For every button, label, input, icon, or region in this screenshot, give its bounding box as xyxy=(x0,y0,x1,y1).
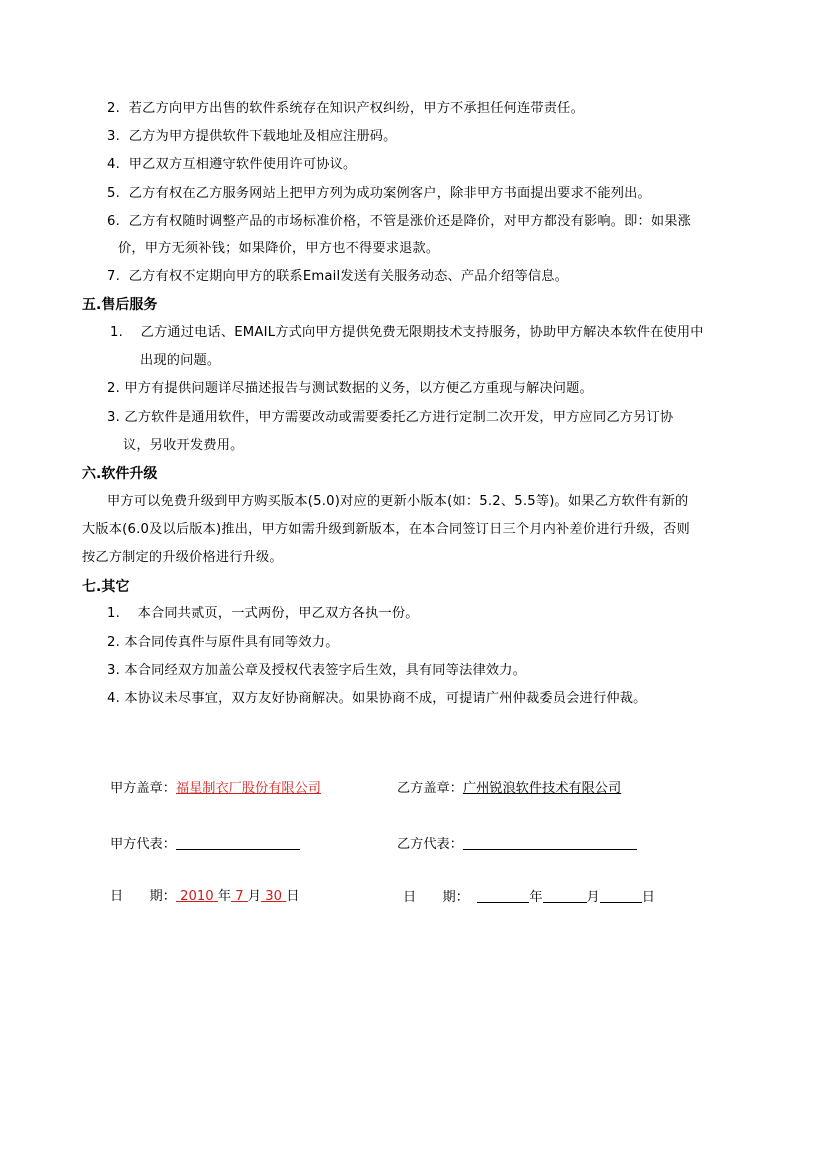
s5-item-1 xyxy=(110,324,704,342)
s4-item-6-num: 6. xyxy=(107,214,120,229)
party-b-rep-label: 乙方代表： xyxy=(397,837,463,852)
s4-item-6-text: 乙方有权随时调整产品的市场标准价格，不管是涨价还是降价，对甲方都没有影响。即：如果涨 xyxy=(128,214,692,229)
party-a-seal xyxy=(110,780,321,798)
date-year-value: 2010 xyxy=(180,889,214,904)
s4-item-6-cont: 价，甲方无须补钱；如果降价，甲方也不得要求退款。 xyxy=(118,241,440,256)
section6-heading: 六.软件升级 xyxy=(82,466,158,482)
s4-item-7 xyxy=(107,268,568,286)
s4-item-3-text: 乙方为甲方提供软件下载地址及相应注册码。 xyxy=(128,129,397,144)
s5-item-3-text: 乙方软件是通用软件，甲方需要改动或需要委托乙方进行定制二次开发，甲方应同乙方另订协 xyxy=(124,410,674,425)
party-b-date xyxy=(403,888,655,907)
party-a-date-label: 日 期： xyxy=(110,889,176,904)
s7-item-1-text: 本合同共贰页，一式两份，甲乙双方各执一份。 xyxy=(137,606,419,621)
s6-para-line-1: 甲方可以免费升级到甲方购买版本(5.0)对应的更新小版本(如：5.2、5.5等)。如果乙方软件有新的 xyxy=(107,494,689,509)
party-b-seal-value: 广州锐浪软件技术有限公司 xyxy=(462,781,622,796)
day-char-a: 日 xyxy=(286,889,300,904)
party-b-day-blank xyxy=(600,888,642,903)
s4-item-3 xyxy=(107,128,397,146)
month-char-a: 月 xyxy=(247,889,262,904)
section7-heading: 七.其它 xyxy=(82,579,130,595)
s5-item-1-text: 乙方通过电话、EMAIL方式向甲方提供免费无限期技术支持服务，协助甲方解决本软件在使用中 xyxy=(140,325,704,340)
date-month-value: 7 xyxy=(235,889,244,904)
s4-item-3-num: 3. xyxy=(107,129,120,144)
party-b-date-label: 日 期： xyxy=(403,890,469,905)
party-a-date xyxy=(110,888,299,906)
s6-para-line-3: 按乙方制定的升级价格进行升级。 xyxy=(82,550,283,565)
s5-item-2 xyxy=(107,380,593,398)
day-char-b: 日 xyxy=(641,890,655,905)
s7-item-4-text: 本协议未尽事宜，双方友好协商解决。如果协商不成，可提请广州仲裁委员会进行仲裁。 xyxy=(124,691,647,706)
s5-item-3-cont: 议，另收开发费用。 xyxy=(123,438,244,453)
s4-item-4-num: 4. xyxy=(107,157,120,172)
date-day-value: 30 xyxy=(265,889,283,904)
section5-heading: 五.售后服务 xyxy=(82,297,158,313)
party-b-rep-blank xyxy=(463,835,637,850)
s4-item-5-text: 乙方有权在乙方服务网站上把甲方列为成功案例客户，除非甲方书面提出要求不能列出。 xyxy=(128,186,651,201)
s7-item-2-num: 2. xyxy=(107,635,120,650)
s5-item-1-cont: 出现的问题。 xyxy=(140,353,221,368)
s4-item-7-text: 乙方有权不定期向甲方的联系Email发送有关服务动态、产品介绍等信息。 xyxy=(128,269,568,284)
s7-item-1 xyxy=(107,605,419,623)
s4-item-2-num: 2. xyxy=(107,101,120,116)
party-a-rep xyxy=(110,835,300,854)
party-a-seal-label: 甲方盖章： xyxy=(110,781,176,796)
s4-item-4-text: 甲乙双方互相遵守软件使用许可协议。 xyxy=(128,157,357,172)
s7-item-2-text: 本合同传真件与原件具有同等效力。 xyxy=(124,635,339,650)
s7-item-1-num: 1. xyxy=(107,606,120,621)
s4-item-5 xyxy=(107,185,651,203)
party-b-rep xyxy=(397,835,637,854)
party-a-seal-value: 福星制衣厂股份有限公司 xyxy=(175,781,321,796)
date-day xyxy=(261,889,286,904)
party-b-seal xyxy=(397,780,625,798)
party-a-rep-blank xyxy=(176,835,300,850)
s5-item-1-num: 1. xyxy=(110,325,123,340)
s5-item-2-num: 2. xyxy=(107,381,120,396)
s5-item-3-num: 3. xyxy=(107,410,120,425)
month-char-b: 月 xyxy=(586,890,600,905)
party-b-seal-label: 乙方盖章： xyxy=(397,781,463,796)
date-year xyxy=(176,889,218,904)
s4-item-4 xyxy=(107,156,356,174)
year-char-b: 年 xyxy=(529,890,543,905)
s4-item-7-num: 7. xyxy=(107,269,120,284)
party-b-month-blank xyxy=(543,888,587,903)
s6-para-line-2: 大版本(6.0及以后版本)推出，甲方如需升级到新版本，在本合同签订日三个月内补差价进行升级，否则 xyxy=(82,522,690,537)
year-char-a: 年 xyxy=(217,889,232,904)
s4-item-2 xyxy=(107,100,584,118)
party-b-year-blank xyxy=(477,888,529,903)
s7-item-3-num: 3. xyxy=(107,663,120,678)
s7-item-2 xyxy=(107,634,339,652)
s5-item-2-text: 甲方有提供问题详尽描述报告与测试数据的义务，以方便乙方重现与解决问题。 xyxy=(124,381,593,396)
s4-item-2-text: 若乙方向甲方出售的软件系统存在知识产权纠纷，甲方不承担任何连带责任。 xyxy=(128,101,584,116)
date-month xyxy=(231,889,248,904)
s4-item-6 xyxy=(107,213,691,231)
party-a-rep-label: 甲方代表： xyxy=(110,837,176,852)
s7-item-4 xyxy=(107,690,647,708)
s7-item-3 xyxy=(107,662,526,680)
s4-item-5-num: 5. xyxy=(107,186,120,201)
s7-item-4-num: 4. xyxy=(107,691,120,706)
s7-item-3-text: 本合同经双方加盖公章及授权代表签字后生效，具有同等法律效力。 xyxy=(124,663,527,678)
s5-item-3 xyxy=(107,409,673,427)
